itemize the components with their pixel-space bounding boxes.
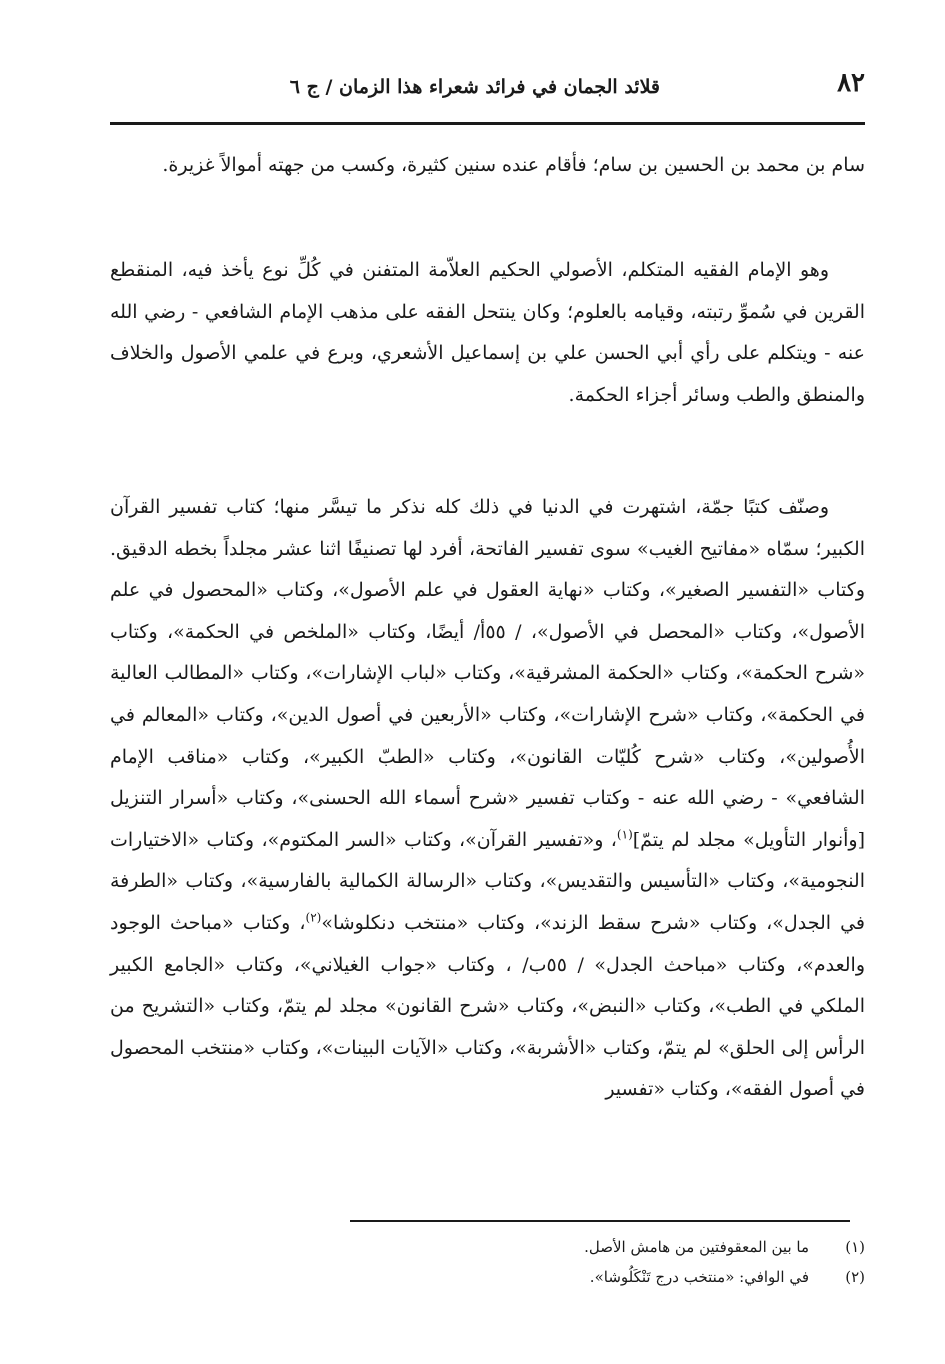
paragraph-text xyxy=(110,487,865,1111)
works-text-part-1: وصنّف كتبًا جمّة، اشتهرت في الدنيا في ذلك كله نذكر ما تيسَّر منها؛ كتاب تفسير القرآن الكبير؛ سمّاه «مفاتيح الغيب» سوى تفسير الفاتحة، أفرد لها تصنيفًا اثنا عشر مجلداً بخطه الدقيق. وكتاب «التفسير الصغير»، وكتاب «نهاية العقول في علم الأصول»، وكتاب «المحصول في علم الأصول»، وكتاب «المحصل في الأصول»، / ٥٥أ/ أيضًا، وكتاب «الملخص في الحكمة»، وكتاب «شرح الحكمة»، وكتاب «الحكمة المشرقية»، وكتاب «لباب الإشارات»، وكتاب «المطالب العالية في الحكمة»، وكتاب «شرح الإشارات»، وكتاب «الأربعين في أصول الدين»، وكتاب «المعالم في الأُصولين»، وكتاب «شرح كُليّات القانون»، وكتاب «الطبّ الكبير»، وكتاب «مناقب الإمام الشافعي» - رضي الله عنه - وكتاب تفسير «شرح أسماء الله الحسنى»، وكتاب «أسرار التنزيل [وأنوار التأويل» مجلد لم يتمّ] xyxy=(110,496,865,851)
works-text-part-3: ، وكتاب «مباحث الوجود والعدم»، وكتاب «مباحث الجدل» / ٥٥ب/ ، وكتاب «جواب الغيلاني»، وكتاب «الجامع الكبير الملكي في الطب»، وكتاب «النبض»، وكتاب «شرح القانون» مجلد لم يتمّ، وكتاب «التشريح من الرأس إلى الحلق» لم يتمّ، وكتاب «الأشربة»، وكتاب «الآيات البينات»، وكتاب «منتخب المحصول في أصول الفقه»، وكتاب «تفسير xyxy=(110,911,866,1101)
footnote-ref-1: (١) xyxy=(616,827,633,842)
footnotes xyxy=(110,1235,865,1295)
works-text-part-2: ، و«تفسير القرآن»، وكتاب «السر المكتوم»، وكتاب «الاختيارات النجومية»، وكتاب «التأسيس والتقديس»، وكتاب «الرسالة الكمالية بالفارسية»، وكتاب «الطرفة في الجدل»، وكتاب «شرح سقط الزند»، وكتاب «منتخب دنكلوشا» xyxy=(110,828,865,934)
footnote-text: ما بين المعقوفتين من هامش الأصل. xyxy=(584,1238,809,1256)
footnote-rule xyxy=(350,1220,850,1222)
paragraph-works xyxy=(110,487,865,1111)
paragraph-biography xyxy=(110,250,865,416)
page-number: ٨٢ xyxy=(837,68,865,98)
running-title: قلائد الجمان في فرائد شعراء هذا الزمان / ج ٦ xyxy=(289,76,660,98)
page-header xyxy=(110,62,865,112)
footnote-number: (١) xyxy=(845,1238,865,1256)
footnote-number: (٢) xyxy=(845,1268,865,1286)
footnote-text: في الوافي: «منتخب درج تَنْكَلُوشا». xyxy=(589,1268,809,1286)
footnote-ref-2: (٢) xyxy=(305,910,322,925)
footnote-item xyxy=(110,1235,865,1259)
paragraph-continuation xyxy=(110,145,865,187)
paragraph-text: وهو الإمام الفقيه المتكلم، الأصولي الحكيم العلاّمة المتفنن في كُلِّ نوع يأخذ فيه، المنقطع القرين في سُموِّ رتبته، وقيامه بالعلوم؛ وكان ينتحل الفقه على مذهب الإمام الشافعي - رضي الله عنه - ويتكلم على رأي أبي الحسن علي بن إسماعيل الأشعري، وبرع في علمي الأصول والخلاف والمنطق والطب وسائر أجزاء الحكمة. xyxy=(110,259,865,406)
paragraph-text: سام بن محمد بن الحسين بن سام؛ فأقام عنده سنين كثيرة، وكسب من جهته أموالاً غزيرة. xyxy=(162,154,865,176)
footnote-item xyxy=(110,1265,865,1289)
header-rule xyxy=(110,122,865,125)
